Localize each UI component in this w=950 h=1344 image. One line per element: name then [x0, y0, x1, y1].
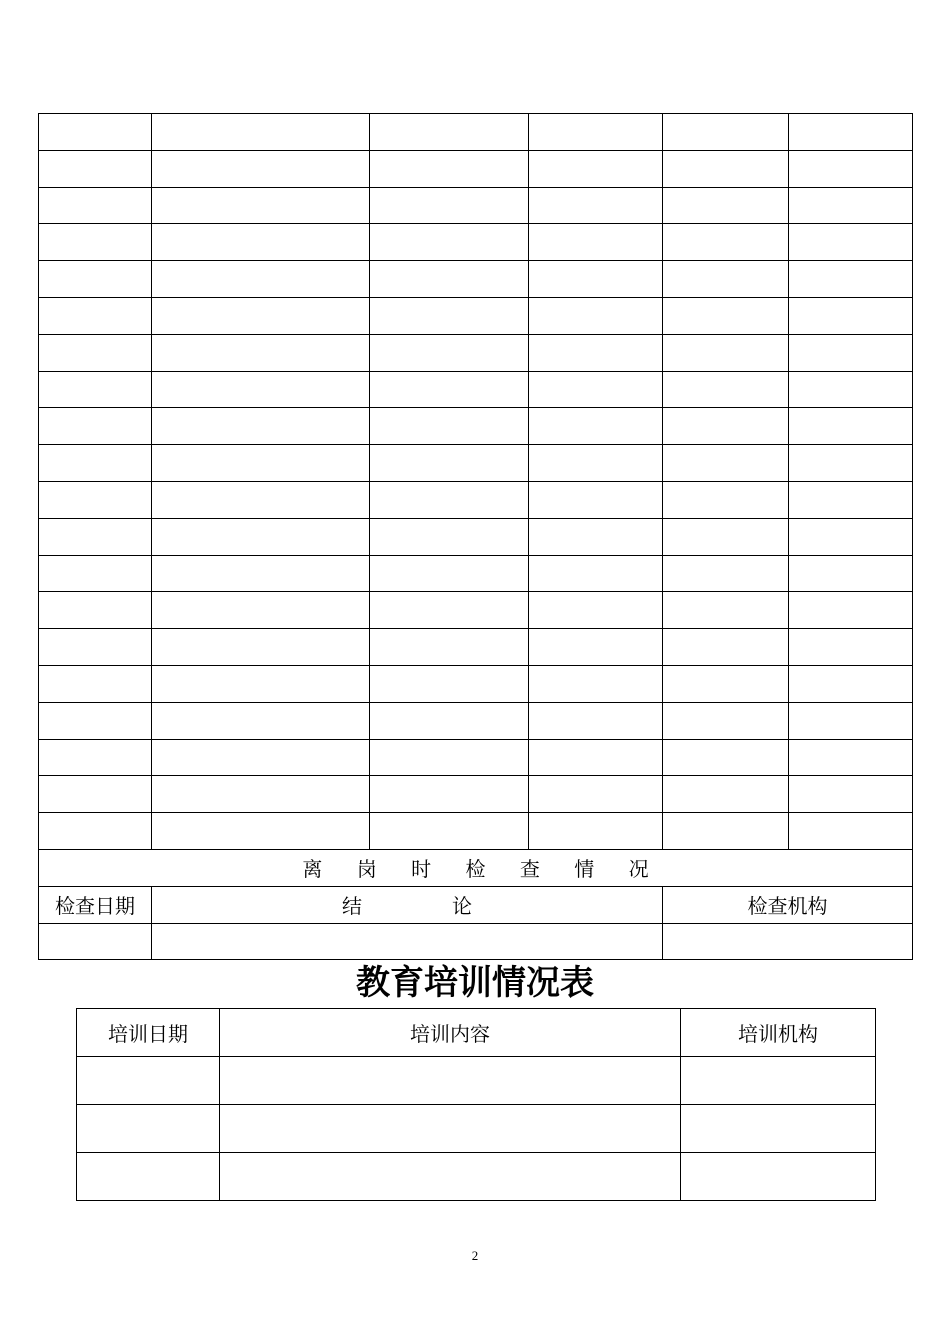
- exam-table-row: [39, 187, 913, 224]
- exam-table-cell[interactable]: [152, 629, 370, 666]
- exam-table-cell[interactable]: [370, 297, 529, 334]
- training-date-cell[interactable]: [77, 1057, 220, 1105]
- training-table-title: 教育培训情况表: [356, 963, 594, 1003]
- exam-table-cell[interactable]: [39, 261, 152, 298]
- exam-table-row: [39, 702, 913, 739]
- exam-table-row: [39, 445, 913, 482]
- exam-table-cell[interactable]: [370, 371, 529, 408]
- exam-table-cell[interactable]: [39, 408, 152, 445]
- conclusion-header-text: 结 论: [342, 894, 472, 919]
- exam-table-cell[interactable]: [789, 187, 913, 224]
- exam-table-cell[interactable]: [529, 518, 663, 555]
- exam-table-cell[interactable]: [152, 813, 370, 850]
- exam-table-cell[interactable]: [663, 297, 789, 334]
- exam-table-cell[interactable]: [152, 297, 370, 334]
- exam-table-cell[interactable]: [663, 702, 789, 739]
- departure-check-title-text: 离 岗 时 检 查 情 况: [302, 857, 663, 882]
- exam-table-cell[interactable]: [789, 481, 913, 518]
- exam-table-cell[interactable]: [152, 518, 370, 555]
- exam-table-cell[interactable]: [152, 187, 370, 224]
- exam-table-cell[interactable]: [789, 518, 913, 555]
- exam-table-cell[interactable]: [370, 481, 529, 518]
- exam-table-cell[interactable]: [529, 371, 663, 408]
- exam-table-cell[interactable]: [789, 150, 913, 187]
- exam-table-cell[interactable]: [789, 334, 913, 371]
- exam-table-cell[interactable]: [370, 518, 529, 555]
- exam-table-row: [39, 224, 913, 261]
- exam-table-cell[interactable]: [152, 445, 370, 482]
- exam-table-cell[interactable]: [39, 665, 152, 702]
- exam-table-cell[interactable]: [663, 371, 789, 408]
- exam-table-cell[interactable]: [663, 665, 789, 702]
- exam-table-cell[interactable]: [663, 261, 789, 298]
- exam-table-cell[interactable]: [529, 114, 663, 151]
- training-table: [76, 1008, 876, 1201]
- exam-table-cell[interactable]: [39, 813, 152, 850]
- exam-table-cell[interactable]: [529, 445, 663, 482]
- exam-table-cell[interactable]: [39, 702, 152, 739]
- exam-table-cell[interactable]: [39, 150, 152, 187]
- exam-table-cell[interactable]: [152, 481, 370, 518]
- departure-check-title: [39, 849, 913, 886]
- exam-table-cell[interactable]: [663, 408, 789, 445]
- exam-table-cell[interactable]: [529, 297, 663, 334]
- exam-table-cell[interactable]: [789, 555, 913, 592]
- exam-table-row: [39, 334, 913, 371]
- exam-table-row: [39, 592, 913, 629]
- exam-table-cell[interactable]: [529, 187, 663, 224]
- check-org-cell[interactable]: [663, 923, 913, 960]
- exam-table-cell[interactable]: [370, 813, 529, 850]
- exam-table-cell[interactable]: [789, 445, 913, 482]
- exam-table-cell[interactable]: [370, 445, 529, 482]
- exam-table-cell[interactable]: [529, 408, 663, 445]
- conclusion-header: [152, 886, 663, 923]
- exam-table-cell[interactable]: [789, 629, 913, 666]
- exam-table-cell[interactable]: [789, 297, 913, 334]
- exam-table-cell[interactable]: [663, 629, 789, 666]
- exam-table-cell[interactable]: [152, 555, 370, 592]
- exam-table-cell[interactable]: [789, 408, 913, 445]
- exam-table-cell[interactable]: [789, 114, 913, 151]
- exam-table-cell[interactable]: [370, 334, 529, 371]
- exam-table-cell[interactable]: [152, 150, 370, 187]
- exam-table-cell[interactable]: [39, 187, 152, 224]
- exam-table-cell[interactable]: [663, 555, 789, 592]
- exam-table-cell[interactable]: [663, 813, 789, 850]
- exam-table-cell[interactable]: [152, 776, 370, 813]
- exam-table-cell[interactable]: [370, 702, 529, 739]
- exam-table-cell[interactable]: [370, 261, 529, 298]
- exam-table-cell[interactable]: [789, 813, 913, 850]
- exam-table-cell[interactable]: [370, 665, 529, 702]
- exam-table-cell[interactable]: [529, 334, 663, 371]
- exam-table-cell[interactable]: [529, 665, 663, 702]
- exam-table-cell[interactable]: [39, 297, 152, 334]
- exam-table-row: [39, 665, 913, 702]
- training-content-cell[interactable]: [220, 1153, 681, 1201]
- exam-table-cell[interactable]: [152, 114, 370, 151]
- exam-table-cell[interactable]: [370, 555, 529, 592]
- exam-table-cell[interactable]: [529, 555, 663, 592]
- exam-table-cell[interactable]: [39, 371, 152, 408]
- exam-table-cell[interactable]: [152, 592, 370, 629]
- exam-table-row: [39, 813, 913, 850]
- exam-table-cell[interactable]: [370, 187, 529, 224]
- exam-table-cell[interactable]: [39, 776, 152, 813]
- exam-table-cell[interactable]: [370, 114, 529, 151]
- exam-table-cell[interactable]: [152, 224, 370, 261]
- exam-table-cell[interactable]: [789, 776, 913, 813]
- training-org-header: 培训机构: [681, 1009, 876, 1057]
- training-date-cell[interactable]: [77, 1153, 220, 1201]
- training-content-cell[interactable]: [220, 1105, 681, 1153]
- exam-table-cell[interactable]: [370, 739, 529, 776]
- exam-table-cell[interactable]: [152, 408, 370, 445]
- exam-table-cell[interactable]: [663, 187, 789, 224]
- training-date-header: 培训日期: [77, 1009, 220, 1057]
- exam-table-row: [39, 629, 913, 666]
- exam-table-cell[interactable]: [39, 739, 152, 776]
- exam-table-cell[interactable]: [789, 224, 913, 261]
- exam-table-cell[interactable]: [152, 371, 370, 408]
- exam-table-cell[interactable]: [152, 334, 370, 371]
- check-date-header: 检查日期: [39, 886, 152, 923]
- exam-table-cell[interactable]: [39, 629, 152, 666]
- exam-table-row: [39, 297, 913, 334]
- exam-table-cell[interactable]: [370, 592, 529, 629]
- exam-table-cell[interactable]: [663, 776, 789, 813]
- exam-table-cell[interactable]: [789, 739, 913, 776]
- training-content-cell[interactable]: [220, 1057, 681, 1105]
- exam-table-cell[interactable]: [39, 518, 152, 555]
- exam-table-cell[interactable]: [663, 592, 789, 629]
- exam-table-cell[interactable]: [789, 261, 913, 298]
- exam-table-cell[interactable]: [789, 371, 913, 408]
- exam-table-cell[interactable]: [529, 813, 663, 850]
- exam-table-cell[interactable]: [789, 702, 913, 739]
- exam-table-row: [39, 481, 913, 518]
- exam-table-row: [39, 114, 913, 151]
- exam-table-cell[interactable]: [529, 592, 663, 629]
- exam-table-row: [39, 739, 913, 776]
- training-org-cell[interactable]: [681, 1105, 876, 1153]
- exam-table-row: [39, 371, 913, 408]
- exam-table-cell[interactable]: [663, 334, 789, 371]
- exam-table-cell[interactable]: [370, 150, 529, 187]
- exam-table-cell[interactable]: [39, 592, 152, 629]
- exam-table-cell[interactable]: [663, 224, 789, 261]
- exam-table-cell[interactable]: [529, 224, 663, 261]
- exam-table-cell[interactable]: [152, 261, 370, 298]
- exam-table-cell[interactable]: [529, 702, 663, 739]
- exam-table-cell[interactable]: [39, 224, 152, 261]
- exam-table-cell[interactable]: [370, 224, 529, 261]
- health-exam-table: [38, 113, 913, 960]
- page-number: 2: [471, 1248, 479, 1263]
- exam-table-cell[interactable]: [39, 555, 152, 592]
- training-content-header: 培训内容: [220, 1009, 681, 1057]
- exam-table-cell[interactable]: [39, 334, 152, 371]
- exam-table-cell[interactable]: [39, 481, 152, 518]
- exam-table-cell[interactable]: [789, 665, 913, 702]
- exam-table-cell[interactable]: [529, 481, 663, 518]
- exam-table-cell[interactable]: [663, 150, 789, 187]
- exam-table-cell[interactable]: [529, 629, 663, 666]
- exam-table-cell[interactable]: [152, 665, 370, 702]
- exam-table-cell[interactable]: [529, 150, 663, 187]
- exam-table-cell[interactable]: [663, 518, 789, 555]
- exam-table-cell[interactable]: [529, 776, 663, 813]
- exam-table-cell[interactable]: [39, 114, 152, 151]
- exam-table-cell[interactable]: [663, 114, 789, 151]
- exam-table-row: [39, 776, 913, 813]
- exam-table-row: [39, 150, 913, 187]
- check-date-cell[interactable]: [39, 923, 152, 960]
- exam-table-cell[interactable]: [663, 445, 789, 482]
- exam-table-row: [39, 518, 913, 555]
- exam-table-cell[interactable]: [39, 445, 152, 482]
- exam-table-row: [39, 408, 913, 445]
- exam-table-cell[interactable]: [529, 261, 663, 298]
- exam-table-cell[interactable]: [370, 408, 529, 445]
- exam-table-cell[interactable]: [789, 592, 913, 629]
- exam-table-cell[interactable]: [663, 739, 789, 776]
- exam-table-cell[interactable]: [529, 739, 663, 776]
- exam-table-row: [39, 555, 913, 592]
- exam-table-cell[interactable]: [152, 739, 370, 776]
- training-org-cell[interactable]: [681, 1153, 876, 1201]
- exam-table-row: [39, 261, 913, 298]
- exam-table-cell[interactable]: [370, 776, 529, 813]
- training-date-cell[interactable]: [77, 1105, 220, 1153]
- exam-table-cell[interactable]: [663, 481, 789, 518]
- exam-table-cell[interactable]: [370, 629, 529, 666]
- training-org-cell[interactable]: [681, 1057, 876, 1105]
- exam-table-cell[interactable]: [152, 702, 370, 739]
- check-org-header: 检查机构: [663, 886, 913, 923]
- conclusion-cell[interactable]: [152, 923, 663, 960]
